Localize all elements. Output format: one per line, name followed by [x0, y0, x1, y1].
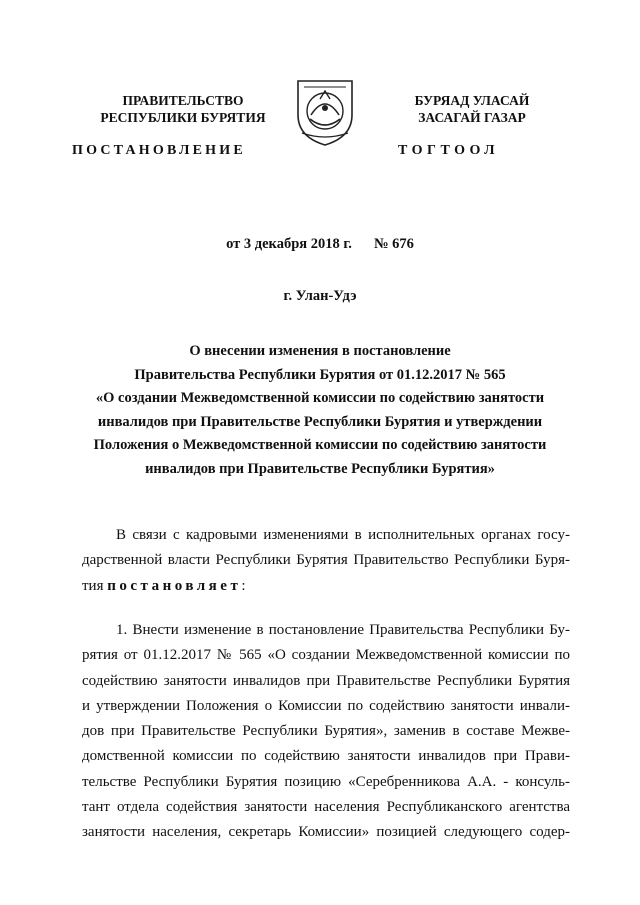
point-1-line: домственной комиссии по содействию занятости инвалидов при Прави-: [82, 748, 570, 765]
title-line: инвалидов при Правительстве Республики Бурятия и утверждении: [97, 413, 543, 430]
document-type-ru: ПОСТАНОВЛЕНИЕ: [72, 143, 246, 158]
title-line: «О создании Межведомственной комиссии по содействию занятости: [95, 390, 545, 406]
header-left: [78, 92, 288, 126]
intro-line3-prefix: тия: [82, 577, 108, 594]
point-1-line: 1. Внести изменение в постановление Правительства Республики Бу-: [116, 622, 570, 638]
point-1-line: тант отдела содействия занятости населения Республиканского агентства: [82, 799, 570, 816]
document-city: г. Улан-Удэ: [283, 288, 357, 304]
title-line: Положения о Межведомственной комиссии по содействию занятости: [93, 437, 547, 453]
intro-line: [82, 574, 570, 599]
document-date: от 3 декабря 2018 г.: [226, 236, 352, 252]
intro-line: дарственной власти Республики Бурятия Правительство Республики Буря-: [82, 552, 570, 569]
point-1-line: и утверждении Положения о Комиссии по содействию занятости инвали-: [82, 697, 570, 714]
intro-line3-suffix: :: [241, 577, 246, 594]
title-line: инвалидов при Правительстве Республики Бурятия»: [145, 460, 495, 477]
document-title: [70, 340, 570, 481]
title-line: Правительства Республики Бурятия от 01.12.2017 № 565: [134, 366, 506, 383]
point-1-line: занятости населения, секретарь Комиссии» позицией следующего содер-: [82, 824, 570, 841]
header-left-line2: РЕСПУБЛИКИ БУРЯТИЯ: [100, 110, 266, 125]
intro-paragraph: [82, 523, 570, 599]
document-number: № 676: [373, 236, 414, 252]
date-number-line: [0, 236, 640, 253]
point-1-line: дов при Правительстве Республики Бурятия», заменив в составе Межве-: [82, 723, 570, 740]
document-type-bua: ТОГТООЛ: [398, 143, 500, 158]
point-1-line: тельстве Республики Бурятия позицию «Серебренникова А.А. - консуль-: [82, 773, 570, 790]
header-left-line1: ПРАВИТЕЛЬСТВО: [122, 93, 244, 108]
point-1-line: содействию занятости инвалидов при Правительстве Республики Бурятия: [82, 672, 570, 689]
title-line: О внесении изменения в постановление: [189, 343, 451, 359]
point-1-line: рятия от 01.12.2017 № 565 «О создании Межведомственной комиссии по: [82, 647, 570, 664]
point-1-paragraph: [82, 618, 570, 846]
header-right-line2: ЗАСАГАЙ ГАЗАР: [418, 110, 526, 125]
header-right-line1: БУРЯАД УЛАСАЙ: [414, 93, 530, 108]
coat-of-arms-icon: [290, 75, 360, 147]
intro-line: В связи с кадровыми изменениями в исполнительных органах госу-: [116, 527, 570, 543]
resolves-word: постановляет: [107, 577, 242, 594]
header-right: [382, 92, 562, 126]
